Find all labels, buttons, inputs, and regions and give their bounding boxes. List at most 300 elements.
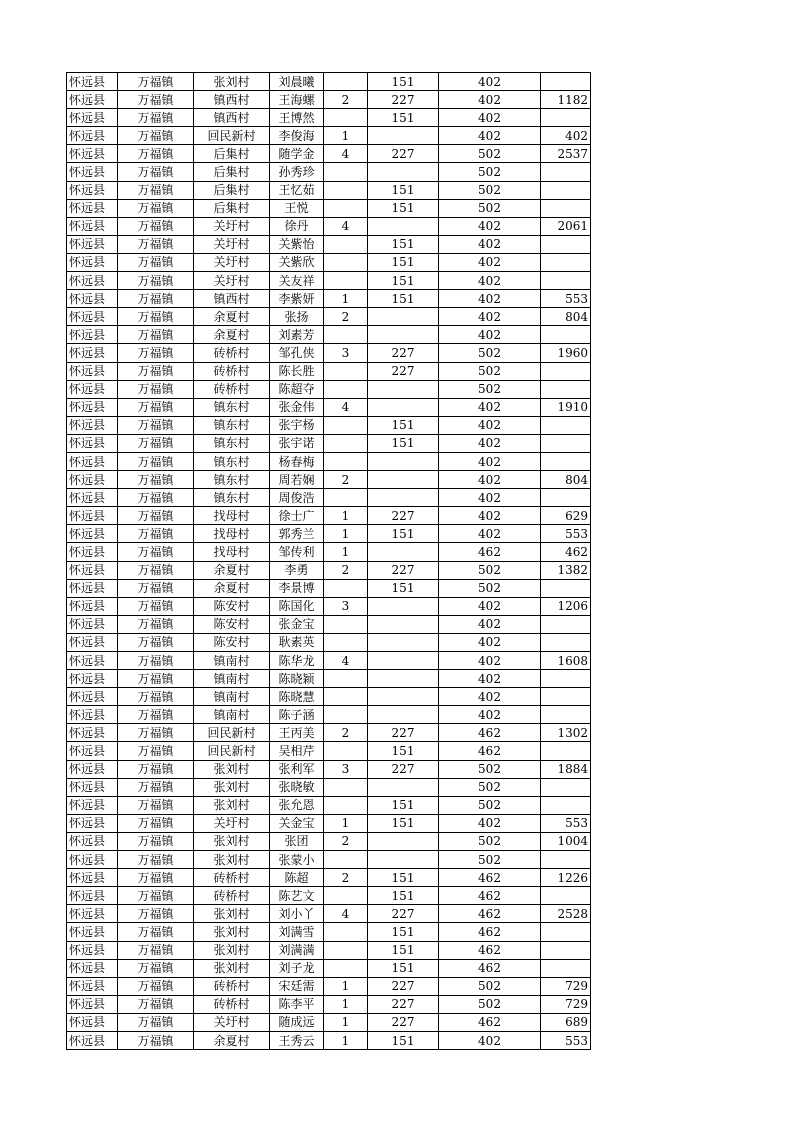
village-cell: 砖桥村 [194,995,270,1013]
village-cell: 陈安村 [194,615,270,633]
table-row [67,525,591,543]
town-cell: 万福镇 [118,887,194,905]
household-size-cell [324,959,368,977]
data-table [66,72,591,1050]
village-cell: 镇东村 [194,434,270,452]
village-cell: 砖桥村 [194,887,270,905]
village-cell: 余夏村 [194,1031,270,1049]
table-row [67,652,591,670]
name-cell: 刘小丫 [270,905,324,923]
county-cell: 怀远县 [67,91,118,109]
town-cell: 万福镇 [118,633,194,651]
name-cell: 耿素英 [270,633,324,651]
table-row [67,344,591,362]
household-size-cell [324,326,368,344]
household-size-cell [324,416,368,434]
amount-a-cell: 151 [368,1031,439,1049]
name-cell: 王悦 [270,199,324,217]
total-cell [541,706,591,724]
amount-b-cell: 502 [439,579,541,597]
county-cell: 怀远县 [67,633,118,651]
table-row [67,941,591,959]
amount-b-cell: 502 [439,796,541,814]
town-cell: 万福镇 [118,1031,194,1049]
amount-a-cell: 151 [368,525,439,543]
table-row [67,452,591,470]
name-cell: 陈长胜 [270,362,324,380]
town-cell: 万福镇 [118,832,194,850]
table-row [67,362,591,380]
household-size-cell [324,923,368,941]
total-cell [541,199,591,217]
county-cell: 怀远县 [67,615,118,633]
county-cell: 怀远县 [67,163,118,181]
amount-b-cell: 402 [439,814,541,832]
amount-b-cell: 502 [439,778,541,796]
total-cell: 402 [541,127,591,145]
household-size-cell [324,181,368,199]
name-cell: 张金宝 [270,615,324,633]
table-row [67,561,591,579]
amount-b-cell: 402 [439,507,541,525]
town-cell: 万福镇 [118,253,194,271]
table-row [67,380,591,398]
village-cell: 砖桥村 [194,344,270,362]
village-cell: 张刘村 [194,905,270,923]
county-cell: 怀远县 [67,814,118,832]
name-cell: 吴相芹 [270,742,324,760]
town-cell: 万福镇 [118,814,194,832]
amount-b-cell: 402 [439,633,541,651]
amount-b-cell: 402 [439,525,541,543]
household-size-cell: 1 [324,1031,368,1049]
total-cell: 1884 [541,760,591,778]
town-cell: 万福镇 [118,778,194,796]
name-cell: 王海螺 [270,91,324,109]
town-cell: 万福镇 [118,398,194,416]
name-cell: 关紫怡 [270,235,324,253]
town-cell: 万福镇 [118,525,194,543]
town-cell: 万福镇 [118,199,194,217]
amount-b-cell: 502 [439,995,541,1013]
county-cell: 怀远县 [67,670,118,688]
total-cell [541,452,591,470]
total-cell [541,434,591,452]
amount-a-cell: 151 [368,253,439,271]
town-cell: 万福镇 [118,326,194,344]
amount-a-cell: 227 [368,1013,439,1031]
household-size-cell: 1 [324,127,368,145]
household-size-cell [324,615,368,633]
total-cell: 462 [541,543,591,561]
amount-a-cell: 151 [368,235,439,253]
amount-a-cell: 227 [368,995,439,1013]
table-row [67,905,591,923]
table-row [67,507,591,525]
village-cell: 张刘村 [194,959,270,977]
amount-a-cell [368,597,439,615]
total-cell: 1608 [541,652,591,670]
county-cell: 怀远县 [67,688,118,706]
county-cell: 怀远县 [67,977,118,995]
county-cell: 怀远县 [67,923,118,941]
county-cell: 怀远县 [67,217,118,235]
amount-b-cell: 402 [439,235,541,253]
total-cell: 2537 [541,145,591,163]
table-row [67,199,591,217]
household-size-cell [324,380,368,398]
county-cell: 怀远县 [67,380,118,398]
amount-a-cell: 151 [368,73,439,91]
amount-b-cell: 402 [439,91,541,109]
amount-b-cell: 462 [439,1013,541,1031]
village-cell: 回民新村 [194,724,270,742]
amount-a-cell: 151 [368,814,439,832]
village-cell: 砖桥村 [194,977,270,995]
amount-b-cell: 502 [439,851,541,869]
amount-a-cell: 151 [368,579,439,597]
town-cell: 万福镇 [118,579,194,597]
amount-b-cell: 402 [439,73,541,91]
county-cell: 怀远县 [67,561,118,579]
amount-a-cell: 151 [368,199,439,217]
amount-a-cell [368,127,439,145]
total-cell [541,778,591,796]
town-cell: 万福镇 [118,109,194,127]
amount-b-cell: 502 [439,163,541,181]
amount-b-cell: 402 [439,308,541,326]
amount-b-cell: 462 [439,923,541,941]
county-cell: 怀远县 [67,471,118,489]
total-cell: 553 [541,525,591,543]
amount-a-cell [368,452,439,470]
county-cell: 怀远县 [67,235,118,253]
amount-a-cell [368,380,439,398]
table-row [67,923,591,941]
county-cell: 怀远县 [67,109,118,127]
village-cell: 余夏村 [194,308,270,326]
amount-a-cell: 151 [368,290,439,308]
total-cell: 804 [541,471,591,489]
total-cell [541,109,591,127]
village-cell: 回民新村 [194,742,270,760]
total-cell: 1004 [541,832,591,850]
table-row [67,760,591,778]
name-cell: 随学金 [270,145,324,163]
town-cell: 万福镇 [118,181,194,199]
table-row [67,181,591,199]
household-size-cell: 1 [324,1013,368,1031]
town-cell: 万福镇 [118,1013,194,1031]
table-row [67,670,591,688]
name-cell: 张团 [270,832,324,850]
village-cell: 张刘村 [194,941,270,959]
table-row [67,724,591,742]
household-size-cell: 2 [324,471,368,489]
amount-b-cell: 402 [439,706,541,724]
household-size-cell [324,489,368,507]
village-cell: 张刘村 [194,923,270,941]
name-cell: 刘满雪 [270,923,324,941]
total-cell [541,941,591,959]
table-row [67,887,591,905]
amount-a-cell [368,163,439,181]
village-cell: 镇西村 [194,91,270,109]
name-cell: 陈国化 [270,597,324,615]
town-cell: 万福镇 [118,760,194,778]
town-cell: 万福镇 [118,145,194,163]
amount-b-cell: 502 [439,380,541,398]
town-cell: 万福镇 [118,163,194,181]
village-cell: 镇东村 [194,452,270,470]
town-cell: 万福镇 [118,91,194,109]
village-cell: 找母村 [194,543,270,561]
county-cell: 怀远县 [67,706,118,724]
town-cell: 万福镇 [118,706,194,724]
village-cell: 砖桥村 [194,869,270,887]
town-cell: 万福镇 [118,561,194,579]
amount-a-cell: 151 [368,959,439,977]
amount-a-cell [368,217,439,235]
village-cell: 找母村 [194,525,270,543]
household-size-cell: 1 [324,525,368,543]
name-cell: 杨春梅 [270,452,324,470]
amount-b-cell: 402 [439,290,541,308]
total-cell: 1206 [541,597,591,615]
table-row [67,109,591,127]
table-row [67,434,591,452]
county-cell: 怀远县 [67,344,118,362]
village-cell: 张刘村 [194,760,270,778]
amount-a-cell: 227 [368,561,439,579]
village-cell: 张刘村 [194,796,270,814]
county-cell: 怀远县 [67,452,118,470]
village-cell: 张刘村 [194,851,270,869]
amount-b-cell: 402 [439,489,541,507]
name-cell: 邹传利 [270,543,324,561]
total-cell [541,851,591,869]
total-cell: 729 [541,995,591,1013]
town-cell: 万福镇 [118,416,194,434]
household-size-cell [324,633,368,651]
name-cell: 刘子龙 [270,959,324,977]
village-cell: 镇南村 [194,670,270,688]
household-size-cell: 2 [324,308,368,326]
name-cell: 刘素芳 [270,326,324,344]
table-row [67,471,591,489]
total-cell: 689 [541,1013,591,1031]
name-cell: 王秀云 [270,1031,324,1049]
total-cell [541,235,591,253]
household-size-cell: 2 [324,561,368,579]
name-cell: 关友祥 [270,272,324,290]
total-cell: 1910 [541,398,591,416]
amount-b-cell: 462 [439,941,541,959]
total-cell [541,615,591,633]
total-cell: 553 [541,814,591,832]
name-cell: 张蒙小 [270,851,324,869]
county-cell: 怀远县 [67,181,118,199]
town-cell: 万福镇 [118,688,194,706]
county-cell: 怀远县 [67,579,118,597]
total-cell [541,253,591,271]
household-size-cell: 3 [324,597,368,615]
county-cell: 怀远县 [67,887,118,905]
county-cell: 怀远县 [67,742,118,760]
household-size-cell [324,941,368,959]
amount-b-cell: 462 [439,887,541,905]
name-cell: 李勇 [270,561,324,579]
total-cell [541,416,591,434]
table-row [67,235,591,253]
village-cell: 砖桥村 [194,362,270,380]
amount-a-cell: 151 [368,923,439,941]
village-cell: 镇西村 [194,109,270,127]
amount-a-cell: 227 [368,344,439,362]
total-cell: 629 [541,507,591,525]
county-cell: 怀远县 [67,507,118,525]
name-cell: 王丙美 [270,724,324,742]
amount-b-cell: 402 [439,452,541,470]
table-row [67,832,591,850]
amount-a-cell: 151 [368,887,439,905]
household-size-cell: 1 [324,507,368,525]
table-row [67,796,591,814]
amount-a-cell [368,851,439,869]
county-cell: 怀远县 [67,127,118,145]
household-size-cell [324,688,368,706]
household-size-cell [324,796,368,814]
name-cell: 李紫妍 [270,290,324,308]
table-row [67,163,591,181]
total-cell: 1226 [541,869,591,887]
name-cell: 徐丹 [270,217,324,235]
table-row [67,995,591,1013]
county-cell: 怀远县 [67,525,118,543]
amount-b-cell: 502 [439,362,541,380]
total-cell: 553 [541,290,591,308]
county-cell: 怀远县 [67,272,118,290]
town-cell: 万福镇 [118,941,194,959]
county-cell: 怀远县 [67,1013,118,1031]
village-cell: 镇东村 [194,471,270,489]
household-size-cell: 4 [324,217,368,235]
amount-b-cell: 462 [439,543,541,561]
total-cell [541,633,591,651]
town-cell: 万福镇 [118,869,194,887]
town-cell: 万福镇 [118,272,194,290]
village-cell: 陈安村 [194,633,270,651]
amount-b-cell: 402 [439,434,541,452]
table-row [67,597,591,615]
village-cell: 砖桥村 [194,380,270,398]
name-cell: 郭秀兰 [270,525,324,543]
household-size-cell: 1 [324,995,368,1013]
total-cell [541,688,591,706]
name-cell: 陈艺文 [270,887,324,905]
table-row [67,145,591,163]
amount-a-cell [368,652,439,670]
table-row [67,1013,591,1031]
name-cell: 陈华龙 [270,652,324,670]
name-cell: 张宇杨 [270,416,324,434]
name-cell: 张晓敏 [270,778,324,796]
household-size-cell [324,778,368,796]
amount-b-cell: 402 [439,597,541,615]
county-cell: 怀远县 [67,326,118,344]
amount-a-cell: 151 [368,109,439,127]
amount-a-cell: 227 [368,724,439,742]
amount-b-cell: 402 [439,253,541,271]
total-cell [541,579,591,597]
table-row [67,253,591,271]
table-row [67,742,591,760]
total-cell [541,887,591,905]
household-size-cell: 4 [324,652,368,670]
amount-b-cell: 402 [439,670,541,688]
amount-a-cell [368,832,439,850]
name-cell: 宋廷需 [270,977,324,995]
table-row [67,706,591,724]
amount-b-cell: 502 [439,760,541,778]
town-cell: 万福镇 [118,742,194,760]
table-row [67,869,591,887]
county-cell: 怀远县 [67,796,118,814]
table-row [67,398,591,416]
total-cell [541,380,591,398]
amount-a-cell: 151 [368,434,439,452]
town-cell: 万福镇 [118,452,194,470]
county-cell: 怀远县 [67,543,118,561]
name-cell: 关紫欣 [270,253,324,271]
amount-b-cell: 402 [439,109,541,127]
amount-b-cell: 502 [439,977,541,995]
village-cell: 余夏村 [194,326,270,344]
county-cell: 怀远县 [67,489,118,507]
county-cell: 怀远县 [67,597,118,615]
county-cell: 怀远县 [67,869,118,887]
county-cell: 怀远县 [67,253,118,271]
county-cell: 怀远县 [67,416,118,434]
town-cell: 万福镇 [118,380,194,398]
village-cell: 陈安村 [194,597,270,615]
town-cell: 万福镇 [118,959,194,977]
village-cell: 关圩村 [194,235,270,253]
amount-a-cell: 151 [368,742,439,760]
household-size-cell [324,887,368,905]
amount-b-cell: 462 [439,869,541,887]
county-cell: 怀远县 [67,851,118,869]
household-size-cell [324,742,368,760]
county-cell: 怀远县 [67,778,118,796]
village-cell: 关圩村 [194,217,270,235]
table-row [67,579,591,597]
total-cell [541,326,591,344]
town-cell: 万福镇 [118,923,194,941]
household-size-cell: 4 [324,905,368,923]
table-body [67,73,591,1050]
total-cell [541,163,591,181]
county-cell: 怀远县 [67,308,118,326]
village-cell: 余夏村 [194,579,270,597]
name-cell: 王博然 [270,109,324,127]
county-cell: 怀远县 [67,73,118,91]
name-cell: 周若娴 [270,471,324,489]
village-cell: 后集村 [194,181,270,199]
county-cell: 怀远县 [67,1031,118,1049]
total-cell [541,796,591,814]
total-cell [541,923,591,941]
